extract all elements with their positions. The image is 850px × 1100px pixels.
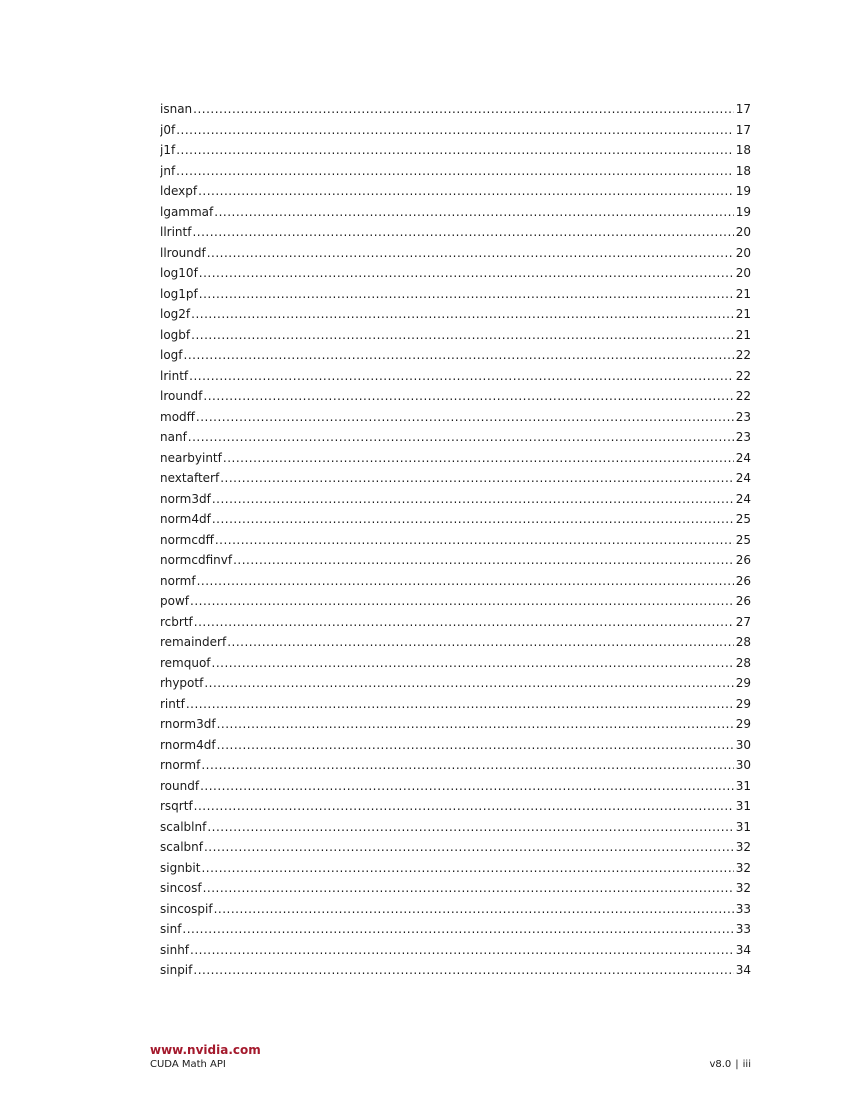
toc-entry-name[interactable]: rsqrtf <box>160 799 193 813</box>
toc-entry[interactable] <box>160 755 751 776</box>
toc-entry[interactable] <box>160 448 751 469</box>
toc-dot-leader <box>176 161 734 182</box>
toc-dot-leader <box>176 120 734 141</box>
toc-dot-leader <box>217 735 734 756</box>
toc-entry[interactable] <box>160 468 751 489</box>
toc-dot-leader <box>191 304 734 325</box>
toc-entry-name[interactable]: norm4df <box>160 512 211 526</box>
toc-entry-page[interactable]: 30 <box>735 758 751 772</box>
toc-entry[interactable] <box>160 960 751 981</box>
toc-entry[interactable] <box>160 181 751 202</box>
toc-entry-name[interactable]: rhypotf <box>160 676 204 690</box>
toc-entry[interactable] <box>160 796 751 817</box>
toc-entry[interactable] <box>160 817 751 838</box>
toc-dot-leader <box>215 530 734 551</box>
toc-entry-name[interactable]: rnormf <box>160 758 201 772</box>
toc-dot-leader <box>190 591 734 612</box>
toc-entry-page[interactable]: 21 <box>735 286 751 301</box>
toc-entry-page[interactable]: 33 <box>735 922 751 936</box>
table-of-contents <box>160 99 751 981</box>
toc-entry-page[interactable]: 17 <box>735 102 751 116</box>
toc-entry-page[interactable]: 33 <box>735 901 751 916</box>
toc-entry-name[interactable]: log10f <box>160 266 198 280</box>
toc-entry-name[interactable]: remainderf <box>160 635 227 649</box>
toc-entry-name[interactable]: lroundf <box>160 389 203 403</box>
toc-dot-leader <box>198 181 734 202</box>
toc-entry-name[interactable]: scalblnf <box>160 819 207 834</box>
toc-entry[interactable] <box>160 571 751 592</box>
toc-dot-leader <box>212 509 734 530</box>
toc-entry-name[interactable]: scalbnf <box>160 840 203 854</box>
footer-separator: | <box>735 1059 739 1070</box>
toc-dot-leader <box>200 776 734 797</box>
toc-dot-leader <box>204 673 733 694</box>
toc-entry[interactable] <box>160 632 751 653</box>
toc-entry-name[interactable]: norm3df <box>160 491 211 506</box>
toc-entry-name[interactable]: remquof <box>160 655 211 670</box>
toc-entry[interactable] <box>160 99 751 120</box>
toc-entry-page[interactable]: 23 <box>735 409 751 424</box>
toc-entry-name[interactable]: log1pf <box>160 286 198 301</box>
toc-dot-leader <box>194 796 734 817</box>
toc-dot-leader <box>199 284 734 305</box>
toc-entry[interactable] <box>160 304 751 325</box>
toc-entry-page[interactable]: 28 <box>735 635 751 649</box>
footer-version: v8.0 <box>709 1059 732 1070</box>
footer-url-link[interactable]: www.nvidia.com <box>150 1043 261 1057</box>
toc-dot-leader <box>192 222 733 243</box>
toc-dot-leader <box>220 468 734 489</box>
toc-entry[interactable] <box>160 386 751 407</box>
toc-entry-page[interactable]: 34 <box>735 963 751 977</box>
toc-entry[interactable] <box>160 878 751 899</box>
toc-entry-page[interactable]: 32 <box>735 881 751 895</box>
toc-entry[interactable] <box>160 735 751 756</box>
toc-entry-page[interactable]: 17 <box>735 122 751 137</box>
toc-entry[interactable] <box>160 940 751 961</box>
toc-entry-name[interactable]: normf <box>160 573 196 588</box>
toc-dot-leader <box>214 899 734 920</box>
toc-dot-leader <box>207 817 733 838</box>
toc-dot-leader <box>201 858 733 879</box>
toc-entry-page[interactable]: 31 <box>735 778 751 793</box>
toc-entry-page[interactable]: 27 <box>735 614 751 629</box>
toc-entry-name[interactable]: sinpif <box>160 963 193 977</box>
toc-entry-name[interactable]: llrintf <box>160 225 192 239</box>
toc-dot-leader <box>201 755 733 776</box>
toc-entry-page[interactable]: 34 <box>735 942 751 957</box>
toc-entry[interactable] <box>160 407 751 428</box>
toc-entry-page[interactable]: 25 <box>735 532 751 547</box>
toc-entry[interactable] <box>160 591 751 612</box>
toc-entry[interactable] <box>160 345 751 366</box>
toc-dot-leader <box>204 837 734 858</box>
toc-entry-name[interactable]: jnf <box>160 163 176 178</box>
toc-dot-leader <box>203 386 733 407</box>
toc-dot-leader <box>189 366 734 387</box>
toc-entry-page[interactable]: 24 <box>735 491 751 506</box>
toc-dot-leader <box>212 489 734 510</box>
toc-entry-page[interactable]: 31 <box>735 799 751 813</box>
footer-page-number: iii <box>742 1059 751 1070</box>
toc-entry-page[interactable]: 31 <box>735 819 751 834</box>
toc-entry-page[interactable]: 24 <box>735 471 751 485</box>
toc-entry[interactable] <box>160 694 751 715</box>
toc-entry[interactable] <box>160 714 751 735</box>
toc-entry[interactable] <box>160 858 751 879</box>
toc-entry-page[interactable]: 22 <box>735 389 751 403</box>
toc-dot-leader <box>176 140 734 161</box>
toc-dot-leader <box>193 99 734 120</box>
toc-dot-leader <box>188 427 734 448</box>
toc-entry-name[interactable]: powf <box>160 594 189 608</box>
toc-entry-name[interactable]: ldexpf <box>160 184 198 198</box>
toc-dot-leader <box>184 345 734 366</box>
toc-entry[interactable] <box>160 509 751 530</box>
toc-entry-page[interactable]: 20 <box>735 266 751 280</box>
toc-entry[interactable] <box>160 550 751 571</box>
toc-entry[interactable] <box>160 919 751 940</box>
toc-entry-name[interactable]: rnorm4df <box>160 737 216 752</box>
toc-entry-page[interactable]: 26 <box>735 573 751 588</box>
toc-dot-leader <box>193 960 733 981</box>
toc-entry-name[interactable]: nextafterf <box>160 471 220 485</box>
footer-doc-title: CUDA Math API <box>150 1059 226 1070</box>
toc-entry-name[interactable]: lgammaf <box>160 204 214 219</box>
toc-entry[interactable] <box>160 263 751 284</box>
toc-entry[interactable] <box>160 653 751 674</box>
toc-entry-page[interactable]: 19 <box>735 184 751 198</box>
toc-entry-page[interactable]: 30 <box>735 737 751 752</box>
toc-entry[interactable] <box>160 325 751 346</box>
toc-dot-leader <box>227 632 734 653</box>
toc-entry-name[interactable]: signbit <box>160 860 201 875</box>
toc-dot-leader <box>194 612 734 633</box>
toc-entry-name[interactable]: modff <box>160 409 195 424</box>
toc-entry-page[interactable]: 18 <box>735 143 751 157</box>
toc-dot-leader <box>214 202 733 223</box>
toc-entry-name[interactable]: sinf <box>160 922 182 936</box>
toc-entry-name[interactable]: isnan <box>160 102 193 116</box>
toc-entry-page[interactable]: 24 <box>735 450 751 465</box>
toc-entry[interactable] <box>160 530 751 551</box>
toc-entry-page[interactable]: 32 <box>735 860 751 875</box>
toc-entry-name[interactable]: sinhf <box>160 942 190 957</box>
toc-dot-leader <box>233 550 734 571</box>
toc-entry[interactable] <box>160 899 751 920</box>
toc-entry-name[interactable]: normcdff <box>160 532 214 547</box>
toc-entry[interactable] <box>160 161 751 182</box>
toc-entry[interactable] <box>160 837 751 858</box>
toc-dot-leader <box>182 919 733 940</box>
toc-entry-page[interactable]: 29 <box>735 717 751 731</box>
toc-entry-page[interactable]: 23 <box>735 430 751 444</box>
toc-entry[interactable] <box>160 202 751 223</box>
toc-entry-name[interactable]: j0f <box>160 122 176 137</box>
toc-entry[interactable] <box>160 222 751 243</box>
toc-entry-name[interactable]: roundf <box>160 778 200 793</box>
toc-entry-page[interactable]: 26 <box>735 594 751 608</box>
toc-entry-name[interactable]: rcbrtf <box>160 614 193 629</box>
toc-entry-page[interactable]: 22 <box>735 368 751 383</box>
toc-entry-page[interactable]: 29 <box>735 676 751 690</box>
toc-entry[interactable] <box>160 427 751 448</box>
toc-entry-page[interactable]: 28 <box>735 655 751 670</box>
toc-dot-leader <box>190 940 734 961</box>
toc-dot-leader <box>223 448 734 469</box>
toc-entry-name[interactable]: normcdfinvf <box>160 553 233 567</box>
toc-entry-page[interactable]: 21 <box>735 307 751 321</box>
toc-entry[interactable] <box>160 673 751 694</box>
toc-entry-name[interactable]: lrintf <box>160 368 189 383</box>
toc-entry[interactable] <box>160 243 751 264</box>
toc-dot-leader <box>203 878 734 899</box>
toc-entry-page[interactable]: 26 <box>735 553 751 567</box>
toc-entry-page[interactable]: 25 <box>735 512 751 526</box>
toc-entry-page[interactable]: 19 <box>735 204 751 219</box>
toc-entry[interactable] <box>160 120 751 141</box>
toc-entry-name[interactable]: llroundf <box>160 245 206 260</box>
toc-entry-name[interactable]: logbf <box>160 327 191 342</box>
toc-entry-page[interactable]: 22 <box>735 348 751 362</box>
toc-entry[interactable] <box>160 284 751 305</box>
toc-entry-name[interactable]: rnorm3df <box>160 717 216 731</box>
toc-dot-leader <box>196 407 734 428</box>
toc-dot-leader <box>186 694 734 715</box>
toc-entry[interactable] <box>160 776 751 797</box>
toc-entry[interactable] <box>160 612 751 633</box>
toc-entry-name[interactable]: j1f <box>160 143 176 157</box>
toc-entry-name[interactable]: nanf <box>160 430 187 444</box>
toc-entry[interactable] <box>160 489 751 510</box>
toc-dot-leader <box>212 653 734 674</box>
toc-dot-leader <box>217 714 734 735</box>
toc-entry-page[interactable]: 29 <box>735 696 751 711</box>
toc-entry-name[interactable]: log2f <box>160 307 191 321</box>
toc-entry-name[interactable]: sincospif <box>160 901 213 916</box>
toc-dot-leader <box>191 325 734 346</box>
toc-entry-page[interactable]: 18 <box>735 163 751 178</box>
toc-entry-name[interactable]: sincosf <box>160 881 202 895</box>
toc-entry-page[interactable]: 32 <box>735 840 751 854</box>
toc-entry[interactable] <box>160 366 751 387</box>
toc-entry-name[interactable]: logf <box>160 348 183 362</box>
toc-dot-leader <box>197 571 734 592</box>
toc-dot-leader <box>207 243 734 264</box>
toc-entry[interactable] <box>160 140 751 161</box>
toc-entry-page[interactable]: 20 <box>735 245 751 260</box>
toc-entry-name[interactable]: rintf <box>160 696 185 711</box>
footer-page-info <box>709 1059 751 1070</box>
toc-entry-name[interactable]: nearbyintf <box>160 450 222 465</box>
toc-entry-page[interactable]: 21 <box>735 327 751 342</box>
toc-entry-page[interactable]: 20 <box>735 225 751 239</box>
toc-dot-leader <box>199 263 734 284</box>
